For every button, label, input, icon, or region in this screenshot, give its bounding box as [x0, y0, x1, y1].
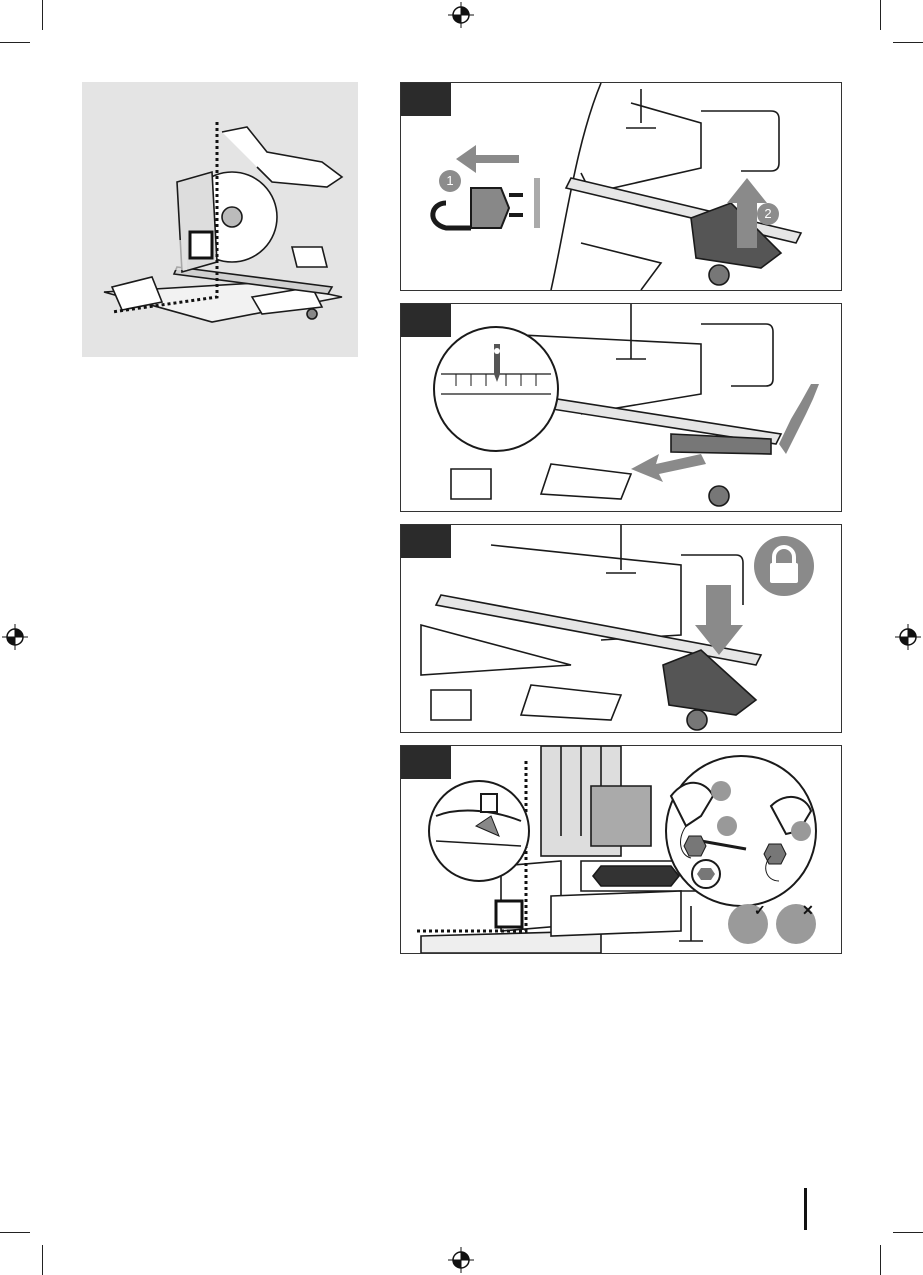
step-tag — [401, 83, 451, 116]
overview-illustration — [82, 82, 358, 357]
step-tag — [401, 525, 451, 558]
crop-mark-tr-h — [893, 42, 923, 43]
step-tag — [401, 746, 451, 779]
panel-d-drawing — [401, 746, 841, 953]
wrong-mark: ✕ — [802, 902, 814, 918]
crop-mark-tl-h — [0, 42, 30, 43]
step-panel-a — [400, 82, 842, 291]
registration-mark-bottom-icon — [448, 1247, 474, 1273]
step-panel-d — [400, 745, 842, 954]
crop-mark-bl-v — [42, 1245, 43, 1275]
registration-mark-right-icon — [895, 624, 921, 650]
detail-magnifier-left — [429, 781, 529, 881]
step-panel-b — [400, 303, 842, 512]
registration-mark-top-icon — [448, 2, 474, 28]
step-panel-c — [400, 524, 842, 733]
panel-b-drawing — [401, 304, 841, 511]
correct-mark: ✓ — [754, 902, 766, 918]
scale-magnifier — [434, 327, 558, 451]
step-1-badge: 1 — [439, 170, 461, 192]
miter-saw-drawing — [82, 82, 358, 357]
crop-mark-tr-v — [880, 0, 881, 30]
padlock-closed-icon — [753, 535, 815, 597]
detail-magnifier-right — [666, 756, 816, 906]
crop-mark-tl-v — [42, 0, 43, 30]
step-tag — [401, 304, 451, 337]
panel-a-drawing — [401, 83, 841, 290]
page-number — [795, 1188, 821, 1232]
crop-mark-bl-h — [0, 1232, 30, 1233]
registration-mark-left-icon — [2, 624, 28, 650]
page-number-rule — [804, 1188, 807, 1230]
crop-mark-br-v — [880, 1245, 881, 1275]
crop-mark-br-h — [893, 1232, 923, 1233]
step-2-badge: 2 — [757, 203, 779, 225]
